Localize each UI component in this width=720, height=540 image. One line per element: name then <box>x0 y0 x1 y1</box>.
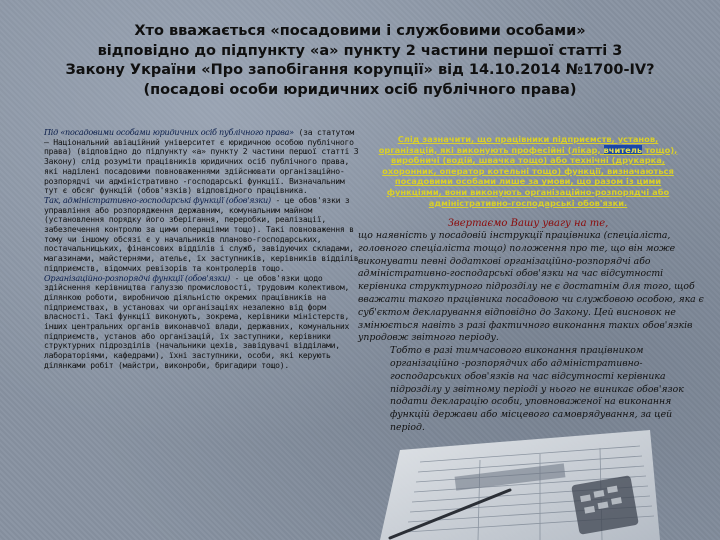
slide-title <box>28 22 692 100</box>
right-note-text-after: тощо), виробничі (водій, швачка тощо) або технічні (друкарка, охоронник, оператор котельні тощо) функції, визначаються посадовими особами лише за умови, що разом із цими функціями, вони виконують організаційно-розпорядчі або адміністративно-господарські обов'язки. <box>382 144 678 208</box>
left-paragraph-2 <box>44 196 362 274</box>
term-admin-economic-functions: Так, адміністративно-господарські функції (обов'язки) <box>44 194 271 205</box>
right-note-text-before: Слід зазначити, що працівники підприємств, установ, організацій, які виконують професійні (лікар, <box>378 134 659 155</box>
left-paragraph-1-text: (за статутом – Національний авіаційний університет є юридичною особою публічного права) (відповідно до підпункту «а» пункту 2 частини першої статті 3 Закону) слід розуміти працівників юридичних осіб публічного права, які наділені посадовими повноваженнями здійснювати організаційно-розпорядчі чи адміністративно -господарські функції. Визначальним тут є обсяг функцій (обов'язків) відповідного працівника. <box>44 127 359 196</box>
right-note <box>368 134 688 208</box>
document-photo <box>360 420 660 540</box>
term-organizational-functions: Організаційно-розпорядчі функції (обов'язки) <box>44 272 231 283</box>
left-paragraph-3 <box>44 274 362 371</box>
title-line-2: відповідно до підпункту «а» пункту 2 частини першої статті 3 <box>97 42 623 59</box>
left-paragraph-2-text: - це обов'язки з управління або розпорядження державним, комунальним майном (установлення порядку його зберігання, переробки, реалізації, забезпечення контролю за цими операціями тощо). Такі повноваження в тому чи іншому обсязі є у начальників планово-господарських, постачальницьких, фінансових відділів і служб, завідуючих складами, магазинами, майстернями, ательє, їх заступників, керівників відділів підприємств, відомчих ревізорів та контролерів тощо. <box>44 194 359 273</box>
remark-heading: Звертаємо Вашу увагу на те, <box>447 218 609 229</box>
right-note-highlight: вчитель <box>603 144 643 155</box>
left-paragraph-3-text: - це обов'язки щодо здійснення керівництва галуззю промисловості, трудовим колективом, ділянкою роботи, виробничою діяльністю окремих працівників на підприємствах, в установах чи організаціях незалежно від форм власності. Такі функції виконують, зокрема, керівники міністерств, інших центральних органів виконавчої влади, державних, комунальних підприємств, установ або організацій, їх заступники, керівники структурних підрозділів (начальники цехів, завідувачі відділами, лабораторіями, кафедрами), їхні заступники, особи, які керують ділянками робіт (майстри, виконроби, бригадири тощо). <box>44 272 350 370</box>
document-photo-image <box>360 420 660 540</box>
term-public-officials: Під «посадовими особами юридичних осіб публічного права» <box>44 127 294 137</box>
left-column-text <box>44 128 362 371</box>
title-line-3: Закону України «Про запобігання корупції» від 14.10.2014 №1700-IV? <box>65 62 655 78</box>
remark-paragraph-2: Тобто в разі тимчасового виконання працівником організаційно -розпорядчих або адміністративно-господарських обов'язків на час відсутності керівника підрозділу у звітному періоді у нього не виникає обов'язок подати декларацію особи, уповноваженої на виконання функцій держави або місцевого самоврядування, за цей період. <box>390 345 684 433</box>
left-paragraph-1 <box>44 128 362 196</box>
title-line-1: Хто вважається «посадовими і службовими особами» <box>134 23 586 39</box>
remark-body <box>358 230 704 435</box>
title-line-4: (посадові особи юридичних осіб публічного права) <box>143 81 577 98</box>
remark-paragraph-1: що наявність у посадовій інструкції працівника (спеціаліста, головного спеціаліста тощо) положення про те, що він може виконувати певні додаткові організаційно-розпорядчі або адміністративно-господарські обов'язки на час відсутності керівника структурного підрозділу не є достатнім для того, щоб вважати такого працівника посадовою чи службовою особою, яка є суб'єктом декларування відповідно до Закону. Цей висновок не змінюється навіть з разі фактичного виконання таких обов'язків упродовж звітного періоду. <box>358 230 704 344</box>
